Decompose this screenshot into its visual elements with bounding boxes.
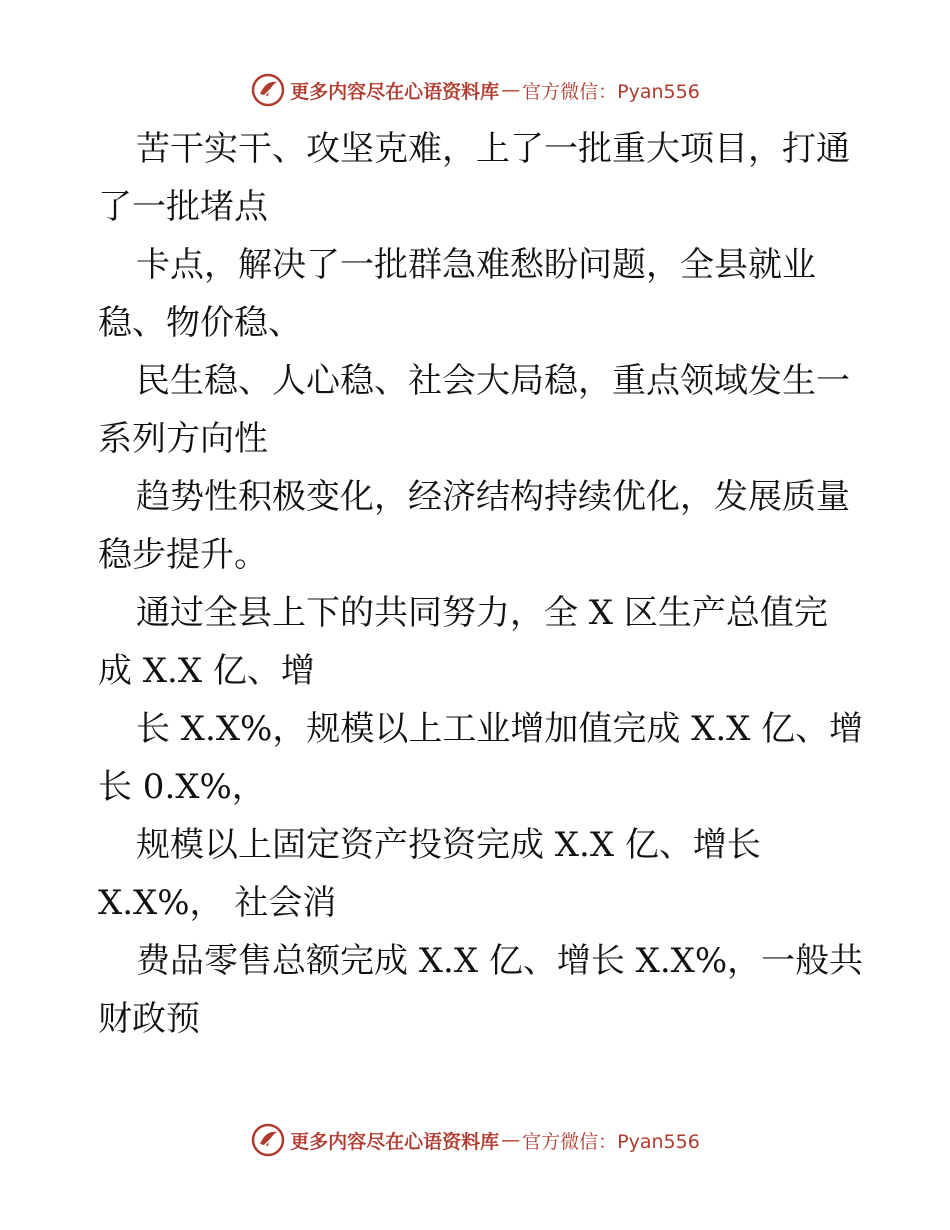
watermark-wechat-text: 官方微信：Pyan556 <box>522 80 700 103</box>
logo-icon <box>250 72 286 108</box>
paragraph <box>98 584 858 700</box>
paragraph-line: 费品零售总额完成 X.X 亿、增长 X.X%，一般共 <box>136 941 864 981</box>
paragraph <box>98 700 864 816</box>
paragraph-line: 长 X.X%，规模以上工业增加值完成 X.X 亿、增 <box>136 709 864 749</box>
paragraph-line: 系列方向性 <box>98 419 268 459</box>
paragraph-line: 长 0.X%， <box>98 767 266 807</box>
watermark-main-text: 更多内容尽在心语资料库 <box>290 80 500 103</box>
watermark-main-text: 更多内容尽在心语资料库 <box>290 1130 500 1153</box>
paragraph <box>98 468 858 584</box>
header-watermark <box>0 70 950 110</box>
watermark-dash: — <box>501 1129 521 1151</box>
paragraph-line: 卡点，解决了一批群急难愁盼问题，全县就业 <box>136 245 816 285</box>
paragraph-line: 成 X.X 亿、增 <box>98 651 315 691</box>
paragraph <box>98 120 858 236</box>
paragraph-line: X.X%， 社会消 <box>98 883 337 923</box>
paragraph-line: 财政预 <box>98 999 200 1039</box>
paragraph-line: 趋势性积极变化，经济结构持续优化，发展质量 <box>136 477 850 517</box>
paragraph-line: 苦干实干、攻坚克难，上了一批重大项目，打通 <box>136 129 850 169</box>
paragraph <box>98 236 858 352</box>
paragraph-line: 稳、物价稳、 <box>98 303 302 343</box>
paragraph-line: 规模以上固定资产投资完成 X.X 亿、增长 <box>136 825 761 865</box>
paragraph-line: 稳步提升。 <box>98 535 268 575</box>
watermark-wechat-text: 官方微信：Pyan556 <box>522 1130 700 1153</box>
paragraph <box>98 816 858 932</box>
paragraph <box>98 352 858 468</box>
watermark-dash: — <box>501 79 521 101</box>
paragraph-line: 民生稳、人心稳、社会大局稳，重点领域发生一 <box>136 361 850 401</box>
paragraph <box>98 932 864 1048</box>
paragraph-line: 了一批堵点 <box>98 187 268 227</box>
paragraph-line: 通过全县上下的共同努力，全 X 区生产总值完 <box>136 593 828 633</box>
logo-icon <box>250 1122 286 1158</box>
body-text <box>98 120 864 1048</box>
footer-watermark <box>0 1120 950 1160</box>
